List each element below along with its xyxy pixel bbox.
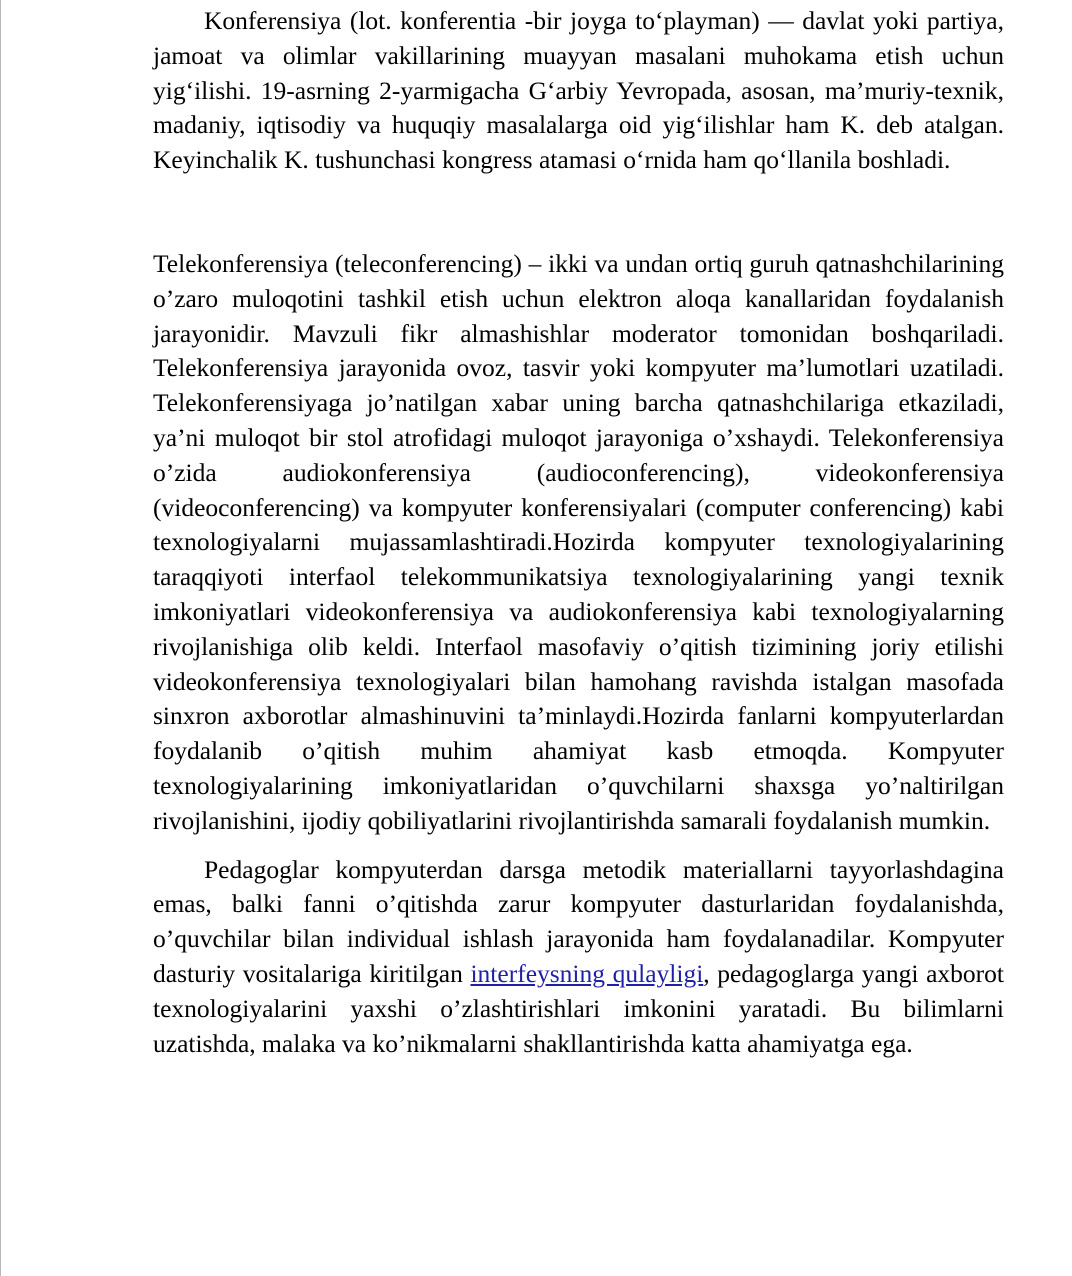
interfeys-link[interactable]: interfeysning qulayligi — [470, 958, 704, 988]
paragraph-text-before-link: Pedagoglar kompyuterdan darsga metodik materiallarni tayyorlashdagina emas, balki fanni o’qitishda zarur kompyuter dasturlaridan foydalanishda, o’quvchilar bilan individual ishlash jarayonida ham foydalanadilar. Kompyuter dasturiy vositalariga kiritilgan — [153, 854, 1004, 988]
document-body — [153, 4, 1004, 1061]
paragraph-konferensiya: Konferensiya (lot. konferentia -bir joyga to‘playman) — davlat yoki partiya, jamoat va olimlar vakillarining muayyan masalani muhokama etish uchun yig‘ilishi. 19-asrning 2-yarmigacha G‘arbiy Yevropada, asosan, ma’muriy-texnik, madaniy, iqtisodiy va huquqiy masalalarga oid yig‘ilishlar ham K. deb atalgan. Keyinchalik K. tushunchasi kongress atamasi o‘rnida ham qo‘llanila boshladi. — [153, 6, 1004, 175]
paragraph-text-after-link: , pedagoglarga yangi axborot texnologiyalarini yaxshi o’zlashtirishlari imkonini yaratadi. Bu bilimlarni uzatishda, malaka va ko’nikmalarni shakllantirishda katta ahamiyatga ega. — [153, 958, 1004, 1058]
page-left-edge — [0, 0, 1, 1276]
paragraph-pedagoglar — [153, 853, 1004, 1062]
paragraph-telekonferensiya: Telekonferensiya (teleconferencing) – ikki va undan ortiq guruh qatnashchilarining o’zaro muloqotini tashkil etish uchun elektron aloqa kanallaridan foydalanish jarayonidir. Mavzuli fikr almashishlar moderator tomonidan boshqariladi. Telekonferensiya jarayonida ovoz, tasvir yoki kompyuter ma’lumotlari uzatiladi. Telekonferensiyaga jo’natilgan xabar uning barcha qatnashchilariga etkaziladi, ya’ni muloqot bir stol atrofidagi muloqot jarayoniga o’xshaydi. Telekonferensiya o’zida audiokonferensiya (audioconferencing), videokonferensiya (videoconferencing) va kompyuter konferensiyalari (computer conferencing) kabi texnologiyalarni mujassamlashtiradi.Hozirda kompyuter texnologiyalarining taraqqiyoti interfaol telekommunikatsiya texnologiyalarining yangi texnik imkoniyatlari videokonferensiya va audiokonferensiya kabi texnologiyalarning rivojlanishiga olib keldi. Interfaol masofaviy o’qitish tizimining joriy etilishi videokonferensiya texnologiyalari bilan hamohang ravishda istalgan masofada sinxron axborotlar almashinuvini ta’minlaydi.Hozirda fanlarni kompyuterlardan foydalanib o’qitish muhim ahamiyat kasb etmoqda. Kompyuter texnologiyalarining imkoniyatlaridan o’quvchilarni shaxsga yo’naltirilgan rivojlanishini, ijodiy qobiliyatlarini rivojlantirishda samarali foydalanish mumkin. — [153, 248, 1004, 835]
